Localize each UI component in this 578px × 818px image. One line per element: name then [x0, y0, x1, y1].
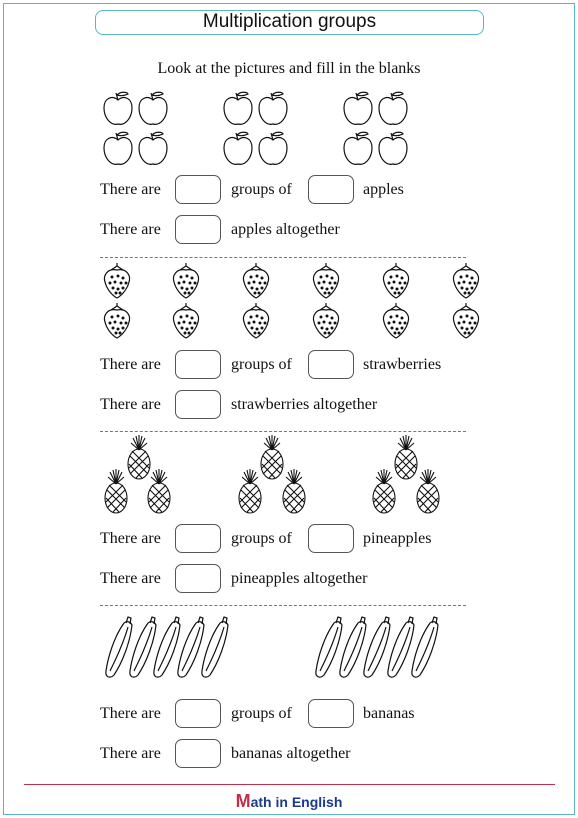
sentence-prefix: There are: [100, 530, 161, 547]
answer-box-banana-groups[interactable]: [175, 699, 221, 728]
answer-box-strawberry-groups[interactable]: [175, 350, 221, 379]
sentence-prefix: There are: [100, 570, 161, 587]
sentence-suffix: pineapples: [363, 530, 432, 547]
sentence-middle: groups of: [231, 181, 292, 198]
sentence-prefix: There are: [100, 745, 161, 762]
footer-logo-initial: M: [235, 791, 251, 811]
instructions: Look at the pictures and fill in the blanks: [157, 60, 421, 77]
section-divider: [100, 257, 466, 258]
sentence-prefix: There are: [100, 221, 161, 238]
sentence-suffix: apples altogether: [231, 221, 340, 238]
section-divider: [100, 605, 466, 606]
sentence-middle: groups of: [231, 356, 292, 373]
section-divider: [100, 431, 466, 432]
sentence-prefix: There are: [100, 705, 161, 722]
answer-box-strawberries-total[interactable]: [175, 390, 221, 419]
sentence-suffix: bananas altogether: [231, 745, 351, 762]
sentence-suffix: strawberries: [363, 356, 442, 373]
answer-box-pineapples-per-group[interactable]: [308, 524, 354, 553]
answer-box-apples-total[interactable]: [175, 215, 221, 244]
sentence-middle: groups of: [231, 530, 292, 547]
answer-box-pineapples-total[interactable]: [175, 564, 221, 593]
answer-box-apples-per-group[interactable]: [308, 175, 354, 204]
sentence-suffix: strawberries altogether: [231, 396, 378, 413]
footer-divider: [24, 784, 555, 785]
sentence-suffix: bananas: [363, 705, 415, 722]
answer-box-bananas-per-group[interactable]: [308, 699, 354, 728]
apple-groups-illustration: [0, 88, 578, 178]
strawberry-groups-illustration: [0, 260, 578, 340]
footer-logo-text: ath in English: [250, 794, 343, 810]
sentence-suffix: apples: [363, 181, 404, 198]
sentence-middle: groups of: [231, 705, 292, 722]
answer-box-strawberries-per-group[interactable]: [308, 350, 354, 379]
sentence-prefix: There are: [100, 181, 161, 198]
answer-box-pineapple-groups[interactable]: [175, 524, 221, 553]
pineapple-groups-illustration: [0, 434, 578, 519]
banana-groups-illustration: [0, 612, 578, 682]
sentence-suffix: pineapples altogether: [231, 570, 368, 587]
footer-logo[interactable]: [0, 791, 578, 812]
sentence-prefix: There are: [100, 396, 161, 413]
page-title: Multiplication groups: [95, 10, 484, 35]
answer-box-bananas-total[interactable]: [175, 739, 221, 768]
sentence-prefix: There are: [100, 356, 161, 373]
answer-box-apple-groups[interactable]: [175, 175, 221, 204]
